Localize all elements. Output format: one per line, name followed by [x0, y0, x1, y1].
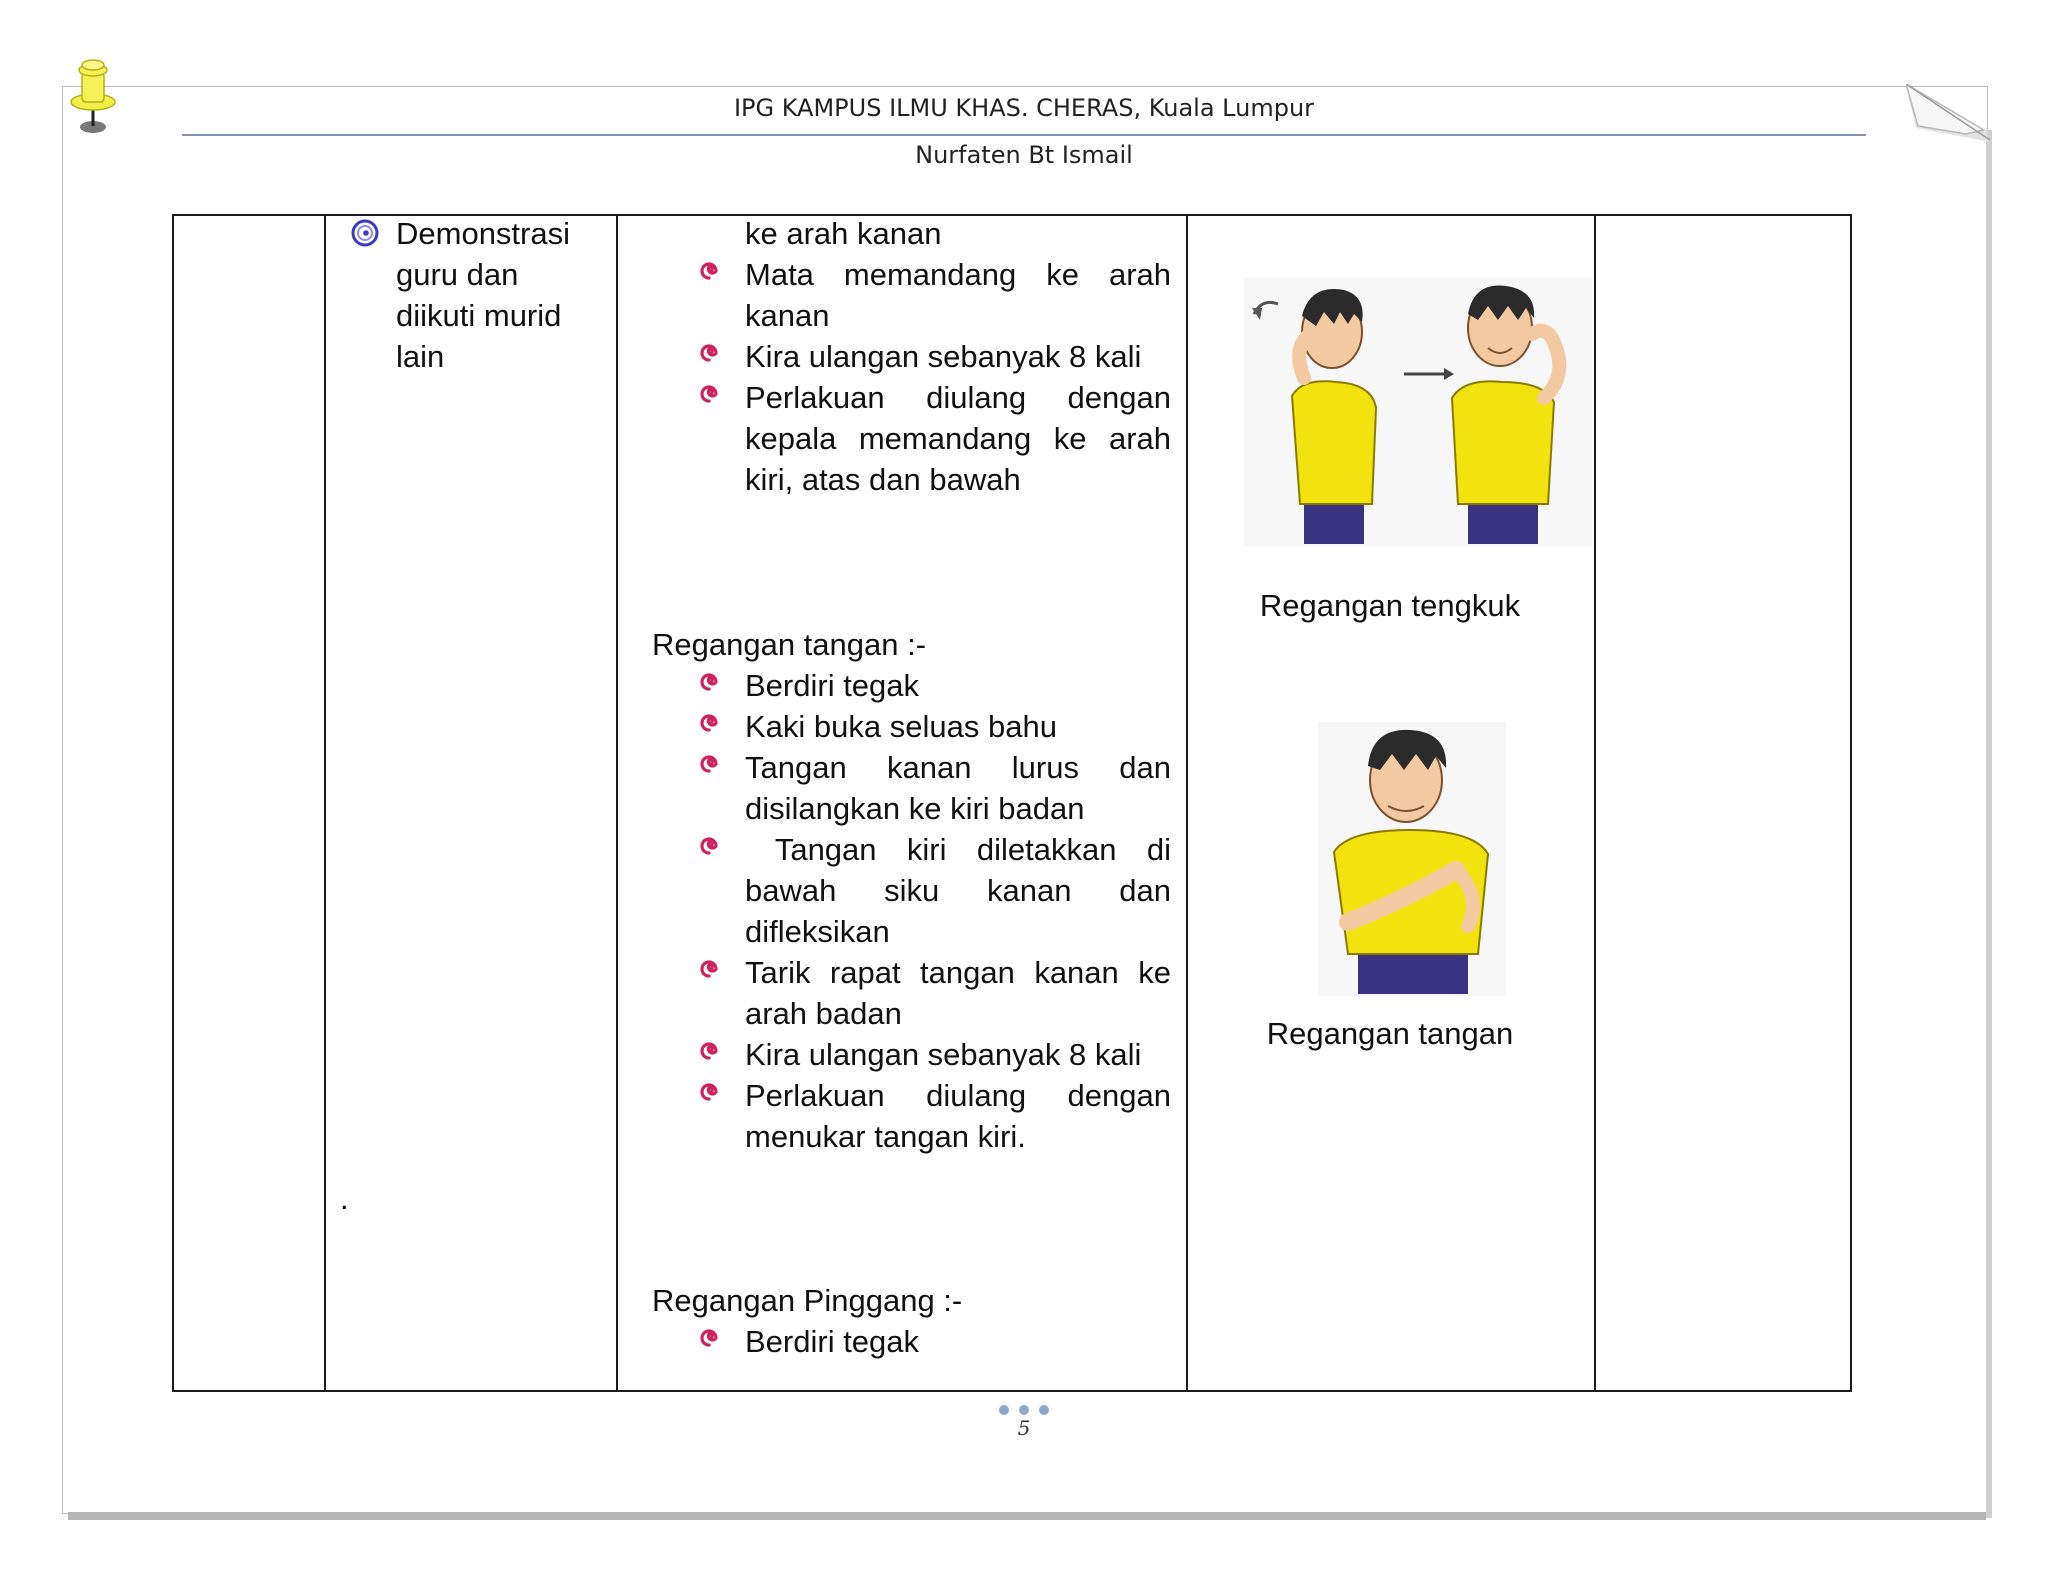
arm-bullet-7: [745, 1075, 1171, 1157]
neck-bullet-2: Kira ulangan sebanyak 8 kali: [745, 339, 1142, 374]
spiral-bullet-icon: [696, 1325, 722, 1351]
method-line: Demonstrasi: [396, 216, 570, 251]
bullet-line: arah badan: [745, 996, 902, 1031]
method-line: lain: [396, 339, 445, 374]
bullet-line: Tarik rapat tangan kanan ke: [745, 955, 1171, 990]
bullet-line: Tangan kiri diletakkan di: [745, 832, 1171, 867]
bullet-line: disilangkan ke kiri badan: [745, 791, 1085, 826]
spiral-bullet-icon: [696, 381, 722, 407]
page-shadow-right: [1986, 130, 1992, 1518]
arm-stretch-heading: Regangan tangan :-: [652, 627, 927, 662]
arm-stretch-caption: Regangan tangan: [1266, 1016, 1514, 1051]
spiral-bullet-icon: [696, 751, 722, 777]
bullet-line: kiri, atas dan bawah: [745, 462, 1021, 497]
neck-bullet-1: [745, 254, 1171, 295]
spiral-bullet-icon: [696, 956, 722, 982]
header-rule: [182, 134, 1866, 136]
page-number: 5: [1017, 1416, 1031, 1440]
arm-bullet-6: Kira ulangan sebanyak 8 kali: [745, 1037, 1142, 1072]
method-line: diikuti murid: [396, 298, 562, 333]
arm-stretch-illustration: [1318, 722, 1506, 996]
bullet-line: kepala memandang ke arah: [745, 421, 1171, 456]
spiral-bullet-icon: [696, 258, 722, 284]
page-shadow: [68, 1512, 1986, 1520]
arm-bullet-3: [745, 747, 1171, 829]
spiral-bullet-icon: [696, 340, 722, 366]
bullet-line: bawah siku kanan dan: [745, 873, 1171, 908]
header-title: IPG KAMPUS ILMU KHAS. CHERAS, Kuala Lumpur: [733, 94, 1315, 122]
spiral-bullet-icon: [696, 833, 722, 859]
column-divider-1: [324, 214, 326, 1392]
arm-bullet-4: [745, 829, 1171, 952]
neck-stretch-illustration: [1244, 278, 1592, 546]
column-divider-2: [616, 214, 618, 1392]
waist-bullet-1: Berdiri tegak: [745, 1324, 920, 1359]
bullet-line: Perlakuan diulang dengan: [745, 1078, 1171, 1113]
spiral-bullet-icon: [696, 1038, 722, 1064]
stray-dot: .: [340, 1181, 349, 1216]
bullet-line: difleksikan: [745, 914, 890, 949]
method-text: [396, 213, 576, 377]
waist-stretch-heading: Regangan Pinggang :-: [652, 1283, 963, 1318]
neck-bullet-3: [745, 377, 1171, 500]
bullet-line: menukar tangan kiri.: [745, 1119, 1026, 1154]
spiral-bullet-icon: [696, 1079, 722, 1105]
neck-stretch-caption: Regangan tengkuk: [1259, 588, 1521, 623]
arm-bullet-2: Kaki buka seluas bahu: [745, 709, 1057, 744]
page-dots-icon: [998, 1404, 1050, 1416]
header-author: Nurfaten Bt Ismail: [915, 141, 1133, 169]
bullet-line: Mata memandang ke arah: [745, 257, 1171, 292]
column-divider-3: [1186, 214, 1188, 1392]
bullet-line: Tangan kanan lurus dan: [745, 750, 1171, 785]
neck-bullet-1-cont: kanan: [745, 298, 830, 333]
column-divider-4: [1594, 214, 1596, 1392]
arm-bullet-5: [745, 952, 1171, 1034]
continued-line: ke arah kanan: [745, 216, 942, 251]
spiral-bullet-icon: [696, 710, 722, 736]
bullet-line: Perlakuan diulang dengan: [745, 380, 1171, 415]
method-line: guru dan: [396, 257, 519, 292]
blue-spiral-bullet-icon: [350, 218, 380, 248]
spiral-bullet-icon: [696, 669, 722, 695]
arm-bullet-1: Berdiri tegak: [745, 668, 920, 703]
